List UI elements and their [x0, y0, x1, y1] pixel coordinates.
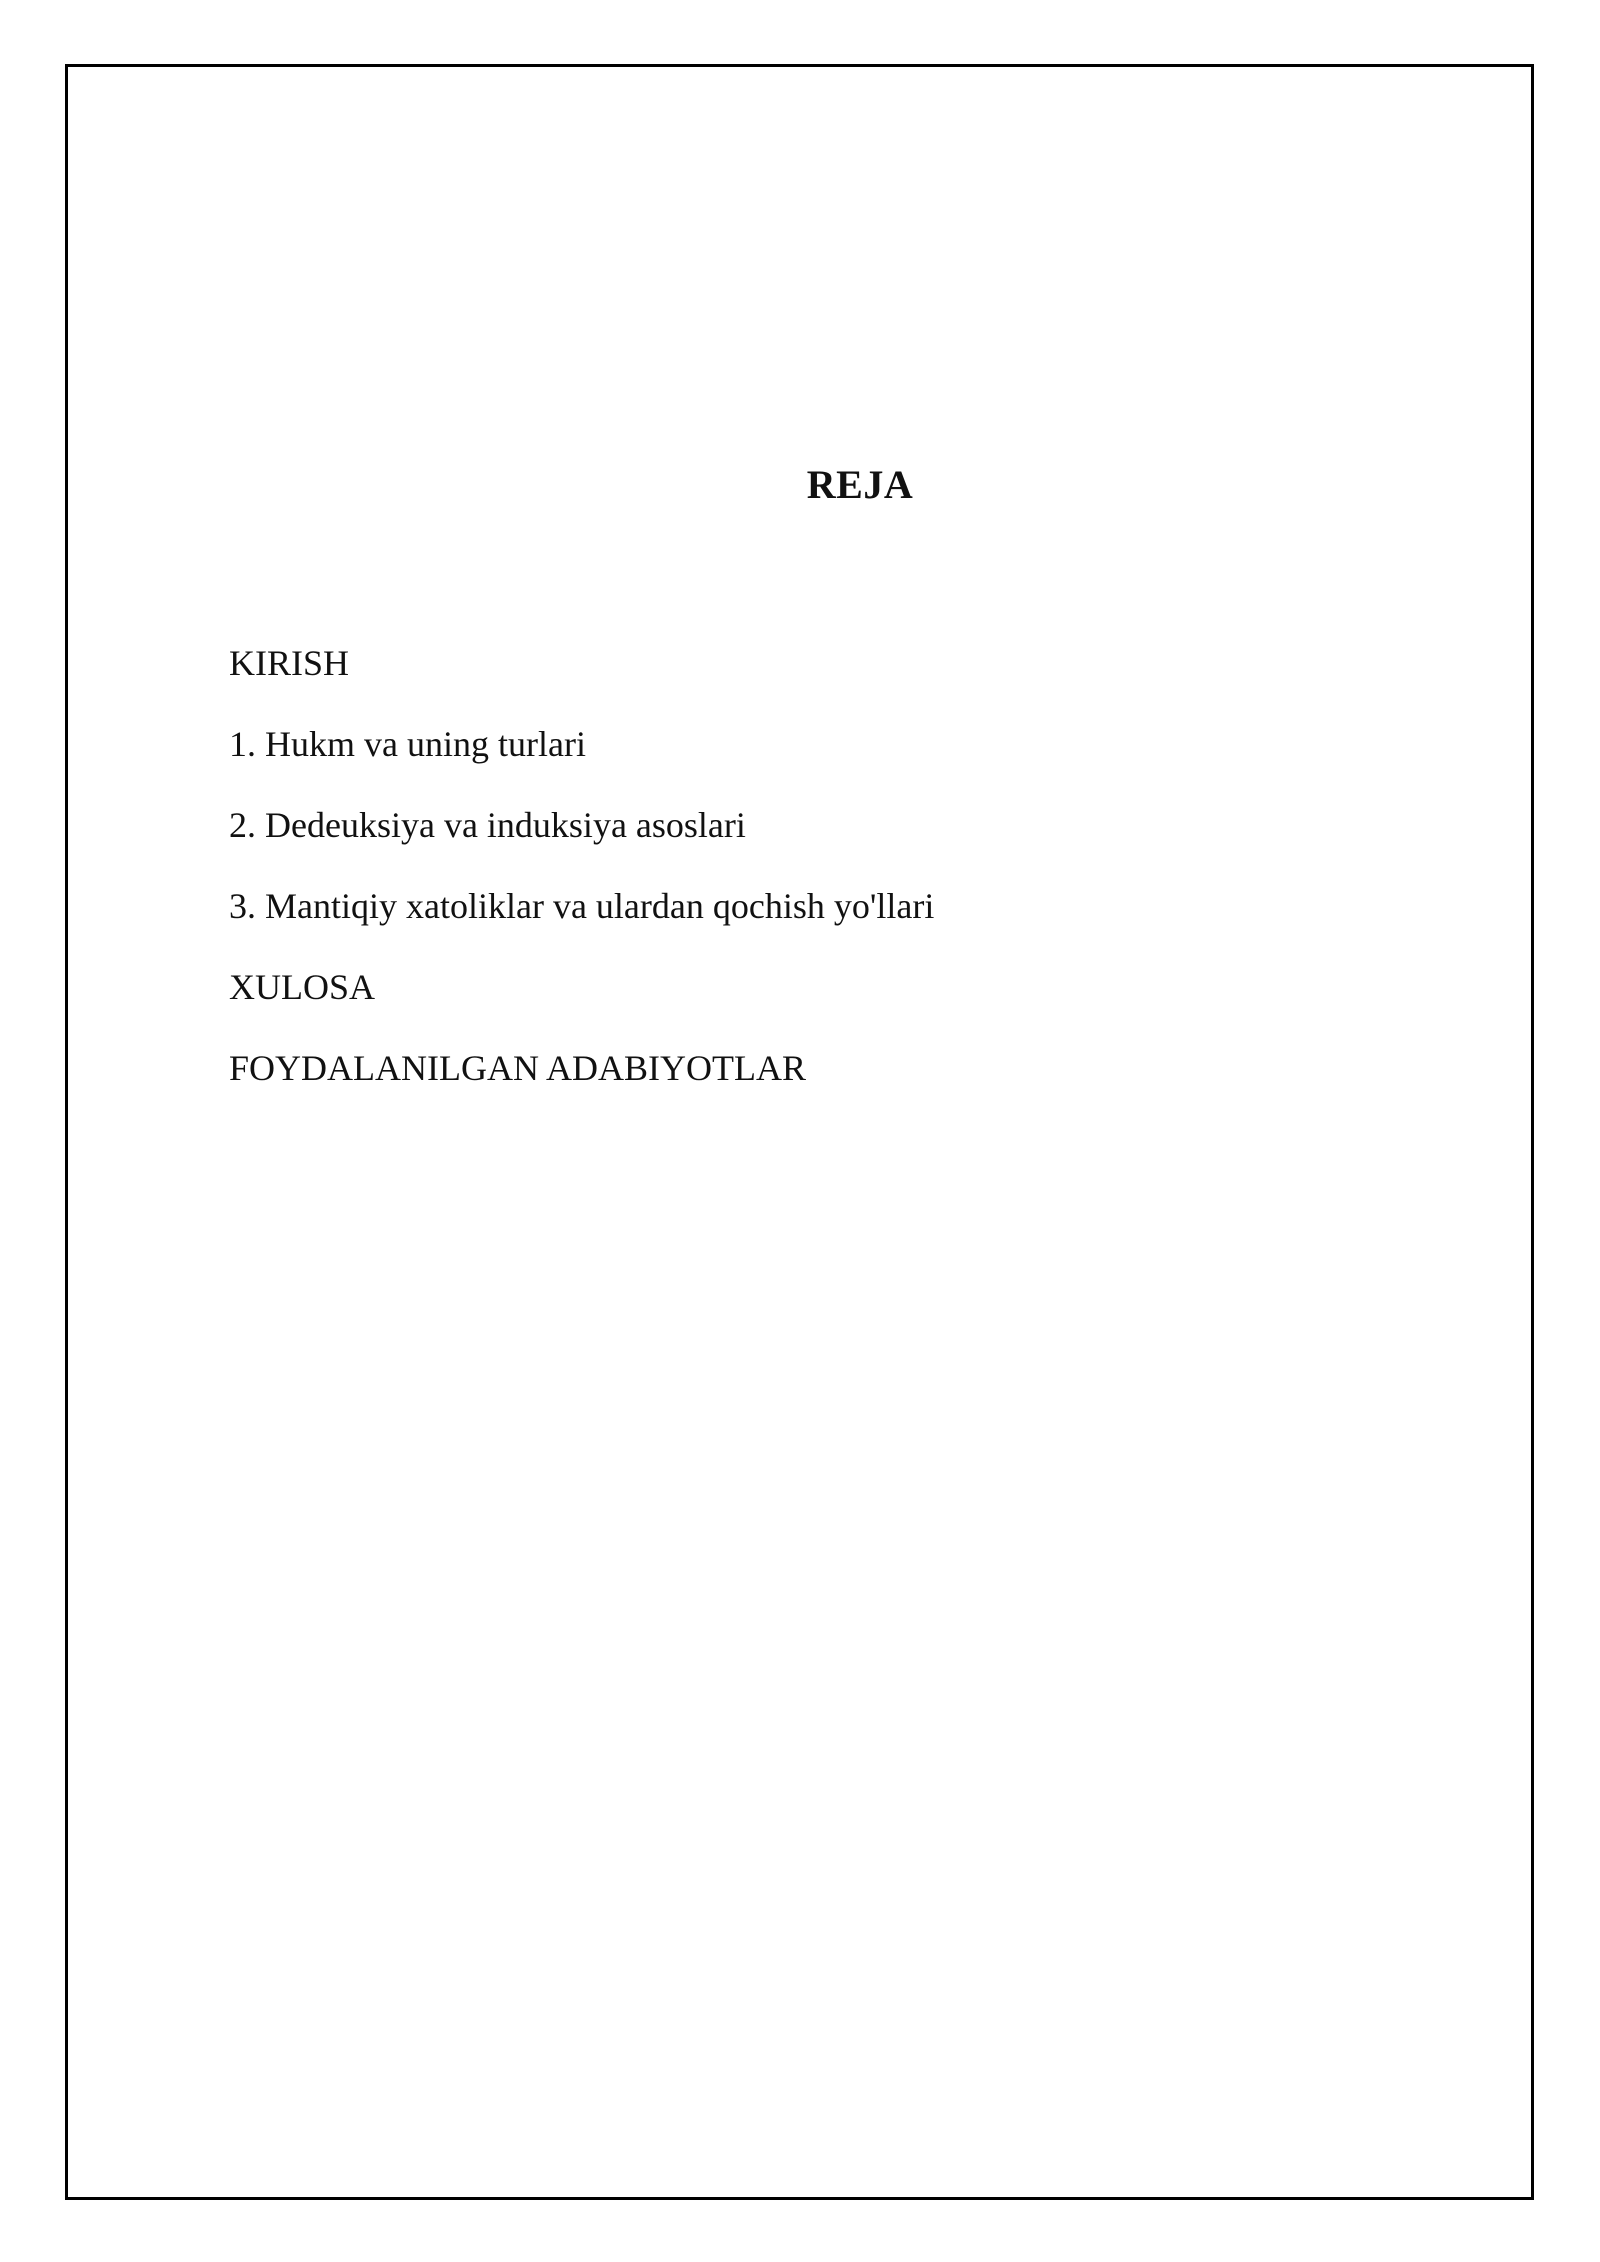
plan-item-3: 3. Mantiqiy xatoliklar va ulardan qochish yo'llari	[229, 886, 935, 926]
plan-item-1: 1. Hukm va uning turlari	[229, 724, 586, 764]
page-border	[65, 64, 1534, 2200]
plan-item-introduction: KIRISH	[229, 643, 350, 683]
plan-item-2: 2. Dedeuksiya va induksiya asoslari	[229, 805, 746, 845]
page-title: REJA	[806, 462, 914, 507]
plan-item-references: FOYDALANILGAN ADABIYOTLAR	[229, 1048, 806, 1088]
plan-list	[229, 636, 934, 1122]
plan-item-conclusion: XULOSA	[229, 967, 376, 1007]
